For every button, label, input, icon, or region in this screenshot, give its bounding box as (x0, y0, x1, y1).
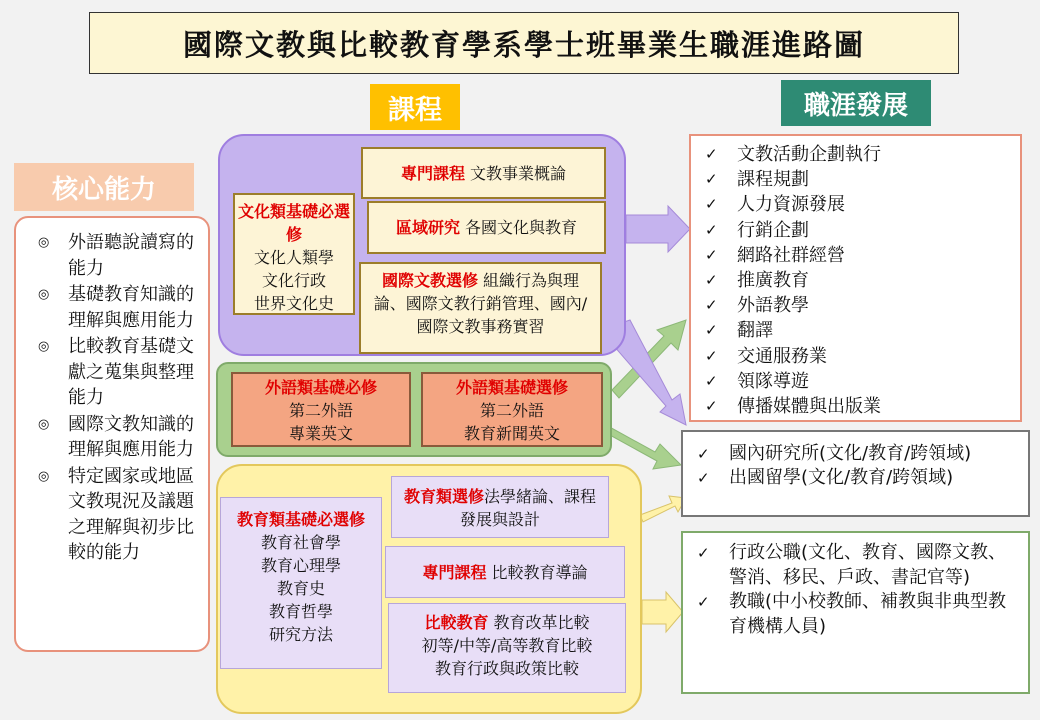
comparative-intro-card: 專門課程 比較教育導論 (385, 546, 625, 598)
check-icon: ✓ (705, 195, 718, 214)
career-item: ✓ 課程規劃 (705, 167, 1020, 192)
check-icon: ✓ (697, 445, 710, 463)
check-icon: ✓ (697, 469, 710, 487)
check-icon: ✓ (705, 296, 718, 315)
check-icon: ✓ (705, 245, 718, 264)
career-item: ✓ 傳播媒體與出版業 (705, 394, 1020, 419)
career-industry-list (689, 134, 1022, 422)
check-icon: ✓ (705, 271, 718, 290)
arrow-green-to-study (606, 425, 681, 469)
career-public-list (681, 531, 1030, 694)
career-item: ✓ 翻譯 (705, 318, 1020, 343)
comparative-education-card: 比較教育 教育改革比較 初等/中等/高等教育比較 教育行政與政策比較 (388, 603, 626, 693)
career-item: ✓ 行銷企劃 (705, 218, 1020, 243)
career-item: ✓ 人力資源發展 (705, 192, 1020, 217)
career-item: ✓ 推廣教育 (705, 268, 1020, 293)
bullet-icon: ◎ (38, 287, 50, 302)
language-required-card: 外語類基礎必修 第二外語 專業英文 (231, 372, 411, 447)
professional-course-card: 專門課程 文教事業概論 (361, 147, 606, 199)
check-icon: ✓ (697, 593, 710, 611)
career-item: ✓ 文教活動企劃執行 (705, 142, 1020, 167)
career-item: ✓ 出國留學(文化/教育/跨領域) (697, 467, 954, 488)
core-ability-item: ◎ 基礎教育知識的理解與應用能力 (26, 282, 200, 333)
bullet-icon: ◎ (38, 235, 50, 250)
core-ability-item: ◎ 外語聽說讀寫的能力 (26, 230, 200, 281)
check-icon: ✓ (705, 170, 718, 189)
arrow-yellow-to-study (640, 496, 686, 522)
intl-elective-card: 國際文教選修 組織行為與理論、國際文教行銷管理、國內/國際文教事務實習 (359, 262, 602, 354)
arrow-yellow-to-public (642, 592, 683, 632)
check-icon: ✓ (705, 220, 718, 239)
career-item: ✓ 網路社群經營 (705, 243, 1020, 268)
check-icon: ✓ (705, 145, 718, 163)
career-item: ✓ 教職(中小校教師、補教與非典型教育機構人員) (697, 590, 1028, 639)
regional-study-card: 區域研究 各國文化與教育 (367, 201, 606, 254)
career-header: 職涯發展 (781, 80, 931, 126)
core-ability-item: ◎ 國際文教知識的理解與應用能力 (26, 412, 200, 463)
check-icon: ✓ (705, 371, 718, 390)
course-header: 課程 (370, 84, 460, 130)
education-elective-card: 教育類選修法學緒論、課程發展與設計 (391, 476, 609, 538)
language-elective-card: 外語類基礎選修 第二外語 教育新聞英文 (421, 372, 603, 447)
page-title: 國際文教與比較教育學系學士班畢業生職涯進路圖 (89, 12, 959, 74)
culture-basic-card: 文化類基礎必選修 文化人類學 文化行政 世界文化史 (233, 193, 355, 315)
check-icon: ✓ (705, 346, 718, 365)
bullet-icon: ◎ (38, 416, 50, 432)
core-ability-header: 核心能力 (14, 163, 194, 211)
career-item: ✓ 交通服務業 (705, 344, 1020, 369)
career-item: ✓ 行政公職(文化、教育、國際文教、警消、移民、戶政、書記官等) (697, 541, 1028, 590)
check-icon: ✓ (705, 397, 718, 416)
arrow-purple-to-industry (626, 206, 690, 252)
core-ability-list (14, 216, 210, 652)
check-icon: ✓ (705, 321, 718, 340)
bullet-icon: ◎ (38, 468, 50, 484)
bullet-icon: ◎ (38, 339, 50, 354)
core-ability-item: ◎ 特定國家或地區文教現況及議題之理解與初步比較的能力 (26, 464, 200, 566)
education-basic-card: 教育類基礎必選修 教育社會學 教育心理學 教育史 教育哲學 研究方法 (220, 497, 382, 669)
career-item: ✓ 領隊導遊 (705, 369, 1020, 394)
career-study-list (681, 430, 1030, 517)
check-icon: ✓ (697, 544, 710, 562)
career-item: ✓ 國內研究所(文化/教育/跨領域) (697, 443, 972, 464)
core-ability-item: ◎ 比較教育基礎文獻之蒐集與整理能力 (26, 334, 200, 411)
career-item: ✓ 外語教學 (705, 293, 1020, 318)
